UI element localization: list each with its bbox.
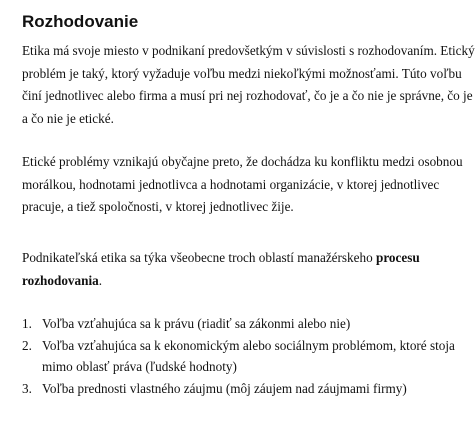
paragraph-line: pracuje, a tiež spoločnosti, v ktorej jednotlivec žije. [22, 199, 294, 214]
list-item-text: Voľba prednosti vlastného záujmu (môj záujem nad záujmami firmy) [42, 380, 407, 396]
list-number: 3. [22, 380, 32, 396]
paragraph-line: činí jednotlivec alebo firma a musí pri nej rozhodovať, čo je a čo nie je správne, čo je [22, 88, 473, 103]
paragraph-line [22, 270, 462, 293]
paragraph-text: . [98, 272, 102, 288]
list-item-text: Voľba vzťahujúca sa k ekonomickým alebo sociálnym problémom, ktoré stoja [42, 337, 455, 353]
paragraph-line [22, 247, 462, 270]
paragraph-ethics-in-decision-making [22, 40, 475, 130]
list-item [22, 313, 462, 335]
paragraph-line: Etické problémy vznikajú obyčajne preto, že dochádza ku konfliktu medzi osobnou [22, 154, 463, 169]
paragraph-line: Etika má svoje miesto v podnikaní predovšetkým v súvislosti s rozhodovaním. Etický [22, 43, 475, 58]
list-number: 1. [22, 316, 32, 331]
numbered-list [22, 313, 462, 399]
list-item [22, 378, 462, 400]
list-number: 2. [22, 337, 32, 353]
paragraph-line: a čo nie je etické. [22, 110, 114, 126]
paragraph-text: Podnikateľská etika sa týka všeobecne troch oblastí manažérskeho [22, 250, 376, 265]
paragraph-line: problém je taký, ktorý vyžaduje voľbu medzi niekoľkými možnosťami. Túto voľbu [22, 65, 462, 81]
list-item-text: Voľba vzťahujúca sa k právu (riadiť sa zákonmi alebo nie) [42, 316, 351, 331]
paragraph-line: morálkou, hodnotami jednotlivca a hodnotami organizácie, v ktorej jednotlivec [22, 176, 440, 192]
document-heading: Rozhodovanie [22, 12, 139, 31]
bold-term: rozhodovania [22, 272, 99, 288]
list-item [22, 335, 462, 378]
bold-term: procesu [375, 250, 420, 265]
list-item-text: mimo oblasť práva (ľudské hodnoty) [42, 359, 237, 374]
paragraph-ethical-problems [22, 151, 462, 219]
paragraph-business-ethics-intro [22, 247, 462, 292]
